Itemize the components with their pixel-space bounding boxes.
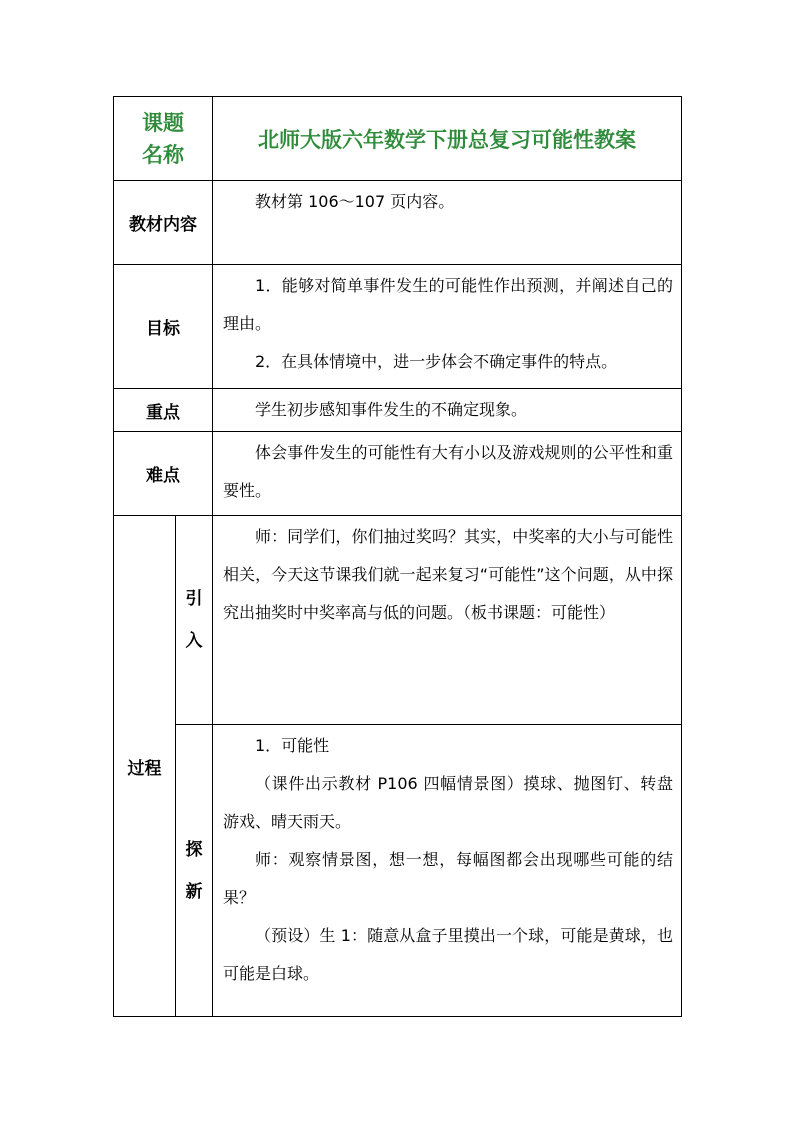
explore-paragraph: （预设）生 1：随意从盒子里摸出一个球，可能是黄球，也可能是白球。 — [223, 926, 673, 983]
key-content — [213, 389, 682, 432]
key-text: 学生初步感知事件发生的不确定现象。 — [255, 400, 528, 419]
goals-label: 目标 — [114, 265, 213, 389]
explore-label-line1: 探 — [185, 839, 203, 860]
explore-content — [213, 725, 682, 1017]
process-explore-row — [114, 725, 682, 1017]
title-label-line1: 课题 — [142, 110, 184, 135]
difficulty-label: 难点 — [114, 432, 213, 516]
goals-content — [213, 265, 682, 389]
intro-content — [213, 516, 682, 725]
process-label: 过程 — [114, 516, 176, 1017]
difficulty-content — [213, 432, 682, 516]
explore-paragraph: 师：观察情景图，想一想，每幅图都会出现哪些可能的结果？ — [223, 850, 673, 907]
explore-paragraph: （课件出示教材 P106 四幅情景图）摸球、抛图钉、转盘游戏、晴天雨天。 — [223, 774, 673, 831]
material-content — [213, 181, 682, 265]
process-intro-row — [114, 516, 682, 725]
explore-label-line2: 新 — [185, 881, 203, 902]
key-label: 重点 — [114, 389, 213, 432]
material-row — [114, 181, 682, 265]
explore-paragraph: 1．可能性 — [255, 736, 330, 755]
explore-label — [176, 725, 213, 1017]
key-row — [114, 389, 682, 432]
goals-row — [114, 265, 682, 389]
intro-label — [176, 516, 213, 725]
goal-item: 2．在具体情境中，进一步体会不确定事件的特点。 — [255, 352, 618, 371]
intro-text: 师：同学们，你们抽过奖吗？其实，中奖率的大小与可能性相关，今天这节课我们就一起来复习“可能性”这个问题，从中探究出抽奖时中奖率高与低的问题。（板书课题：可能性） — [223, 527, 673, 622]
material-label: 教材内容 — [114, 181, 213, 265]
difficulty-text: 体会事件发生的可能性有大有小以及游戏规则的公平性和重要性。 — [223, 443, 673, 500]
title-label-cell — [114, 97, 213, 181]
difficulty-row — [114, 432, 682, 516]
lesson-title: 北师大版六年数学下册总复习可能性教案 — [213, 97, 682, 181]
goal-item: 1．能够对简单事件发生的可能性作出预测，并阐述自己的理由。 — [223, 276, 673, 333]
title-label-line2: 名称 — [142, 142, 184, 167]
intro-label-line2: 入 — [185, 631, 203, 651]
intro-label-line1: 引 — [185, 589, 203, 609]
title-row — [114, 97, 682, 181]
material-text: 教材第 106～107 页内容。 — [255, 192, 455, 211]
lesson-plan-table — [113, 96, 682, 1017]
